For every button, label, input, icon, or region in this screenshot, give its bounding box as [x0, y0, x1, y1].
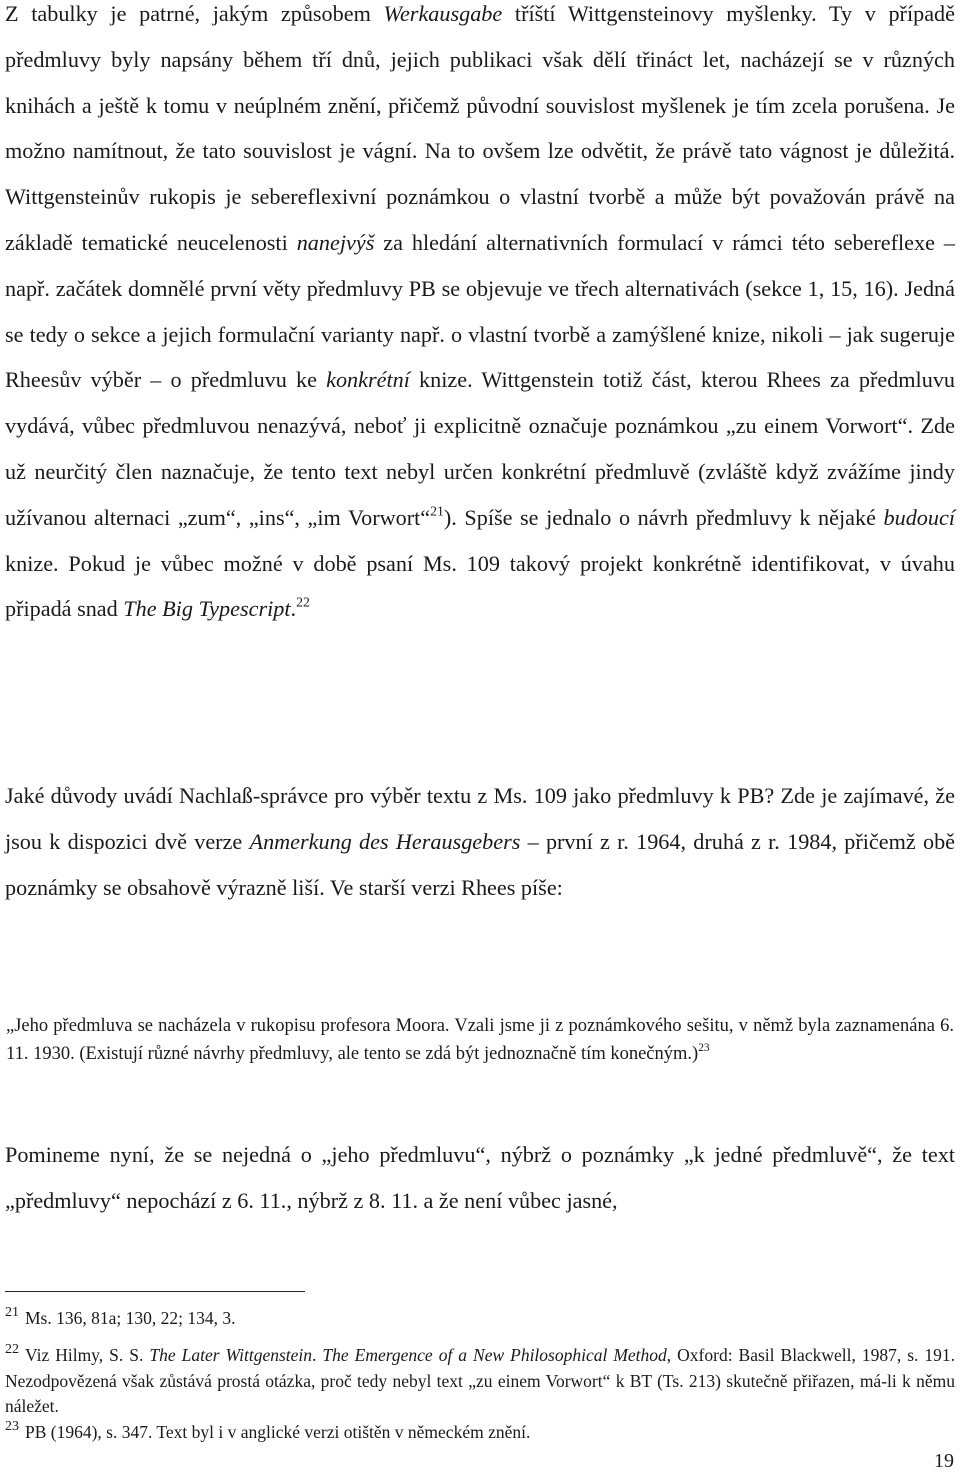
p1-text-6: knize. Pokud je vůbec možné v době psaní Ms. 109 takový projekt konkrétně identifikovat, v úvahu připadá snad [5, 550, 955, 622]
footnote-text-23: PB (1964), s. 347. Text byl i v anglické verzi otištěn v německém znění. [25, 1422, 531, 1442]
footnote-21 [5, 1306, 955, 1332]
p2-italic-anmerkung: Anmerkung des Herausgebers [249, 828, 521, 854]
quote-text: „Jeho předmluva se nacházela v rukopisu profesora Moora. Vzali jsme ji z poznámkového sešitu, v němž byla zaznamenána 6. 11. 1930. (Existují různé návrhy předmluvy, ale tento se zdá být jednoznačně tím konečným.) [6, 1016, 954, 1064]
body-paragraph-3 [5, 1132, 955, 1224]
footnote-number-23: 23 [5, 1419, 19, 1435]
p1-italic-budouci: budoucí [883, 504, 955, 530]
p1-text-4: knize. Wittgenstein totiž část, kterou Rhees za předmluvu vydává, vůbec předmluvou nenazývá, neboť ji explicitně označuje poznámkou „zu einem Vorwort“. Zde už neurčitý člen naznačuje, že tento text nebyl určen konkrétní předmluvě (zvláště když zvážíme jindy užívanou alternaci „zum“, „ins“, „im Vorwort“ [5, 367, 956, 530]
footnote-text-21: Ms. 136, 81a; 130, 22; 134, 3. [25, 1308, 236, 1328]
footnote-22-title-1: The Later Wittgenstein [149, 1345, 313, 1365]
footnote-text-22-c: , Oxford: Basil Blackwell, 1987, s. 191. Nezodpovězená však zůstává prostá otázka, proč tedy nebyl text „zu einem Vorwort“ k BT (Ts. 213) skutečně přiřazen, má-li k němu náležet. [5, 1345, 955, 1416]
p2-text-1: Jaké důvody uvádí Nachlaß-správce pro výběr textu z Ms. 109 jako předmluvy k PB? Zde je zajímavé, že jsou k dispozici dvě verze [5, 783, 955, 854]
footnote-text-22-b: . [312, 1345, 323, 1365]
p1-italic-werkausgabe: Werkausgabe [383, 1, 503, 26]
footnote-text-22-a: Viz Hilmy, S. S. [25, 1345, 150, 1365]
footnote-number-21: 21 [5, 1305, 19, 1321]
footnote-ref-21[interactable]: 21 [430, 503, 444, 519]
p2-text-2: – první z r. 1964, druhá z r. 1984, přičemž obě poznámky se obsahově výrazně liší. Ve starší verzi Rhees píše: [5, 828, 956, 900]
p1-italic-nanejvys: nanejvýš [296, 229, 375, 255]
body-paragraph-2 [5, 773, 955, 910]
footnote-23 [5, 1420, 955, 1446]
page-number: 19 [934, 1450, 954, 1472]
p1-text-3: za hledání alternativních formulací v rámci této sebereflexe – např. začátek domnělé první věty předmluvy PB se objevuje ve třech alternativách (sekce 1, 15, 16). Jedná se tedy o sekce a jejich formulační varianty např. o vlastní tvorbě a zamýšlené knize, nikoli – jak sugeruje Rheesův výběr – o předmluvu ke [5, 229, 955, 393]
body-paragraph-1 [5, 0, 955, 632]
block-quote [6, 1012, 954, 1068]
p1-text-1: Z tabulky je patrné, jakým způsobem [5, 1, 384, 26]
footnote-22-title-2: The Emergence of a New Philosophical Method [322, 1345, 667, 1365]
p1-text-5: ). Spíše se jednalo o návrh předmluvy k nějaké [443, 504, 884, 530]
footnote-separator [5, 1291, 305, 1292]
footnote-ref-22[interactable]: 22 [296, 594, 310, 610]
footnote-ref-23[interactable]: 23 [698, 1041, 710, 1054]
p1-text-2: tříští Wittgensteinovy myšlenky. Ty v případě předmluvy byly napsány během tří dnů, jejich publikaci však dělí třináct let, nacházejí se v různých knihách a ještě k tomu v neúplném znění, přičemž původní souvislost myšlenek je tím zcela porušena. Je možno namítnout, že tato souvislost je vágní. Na to ovšem lze odvětit, že právě tato vágnost je důležitá. Wittgensteinův rukopis je sebereflexivní poznámkou o vlastní tvorbě a může být považován právě na základě tematické neucelenosti [5, 1, 955, 255]
p1-italic-konkretni: konkrétní [326, 367, 410, 393]
p4-text: Pomineme nyní, že se nejedná o „jeho předmluvu“, nýbrž o poznámky „k jedné předmluvě“, že text „předmluvy“ nepochází z 6. 11., nýbrž z 8. 11. a že není vůbec jasné, [5, 1142, 955, 1213]
p1-text-7: . [290, 596, 297, 622]
p1-italic-big-typescript: The Big Typescript [123, 596, 291, 622]
footnote-22 [5, 1343, 955, 1420]
footnote-number-22: 22 [5, 1342, 19, 1358]
